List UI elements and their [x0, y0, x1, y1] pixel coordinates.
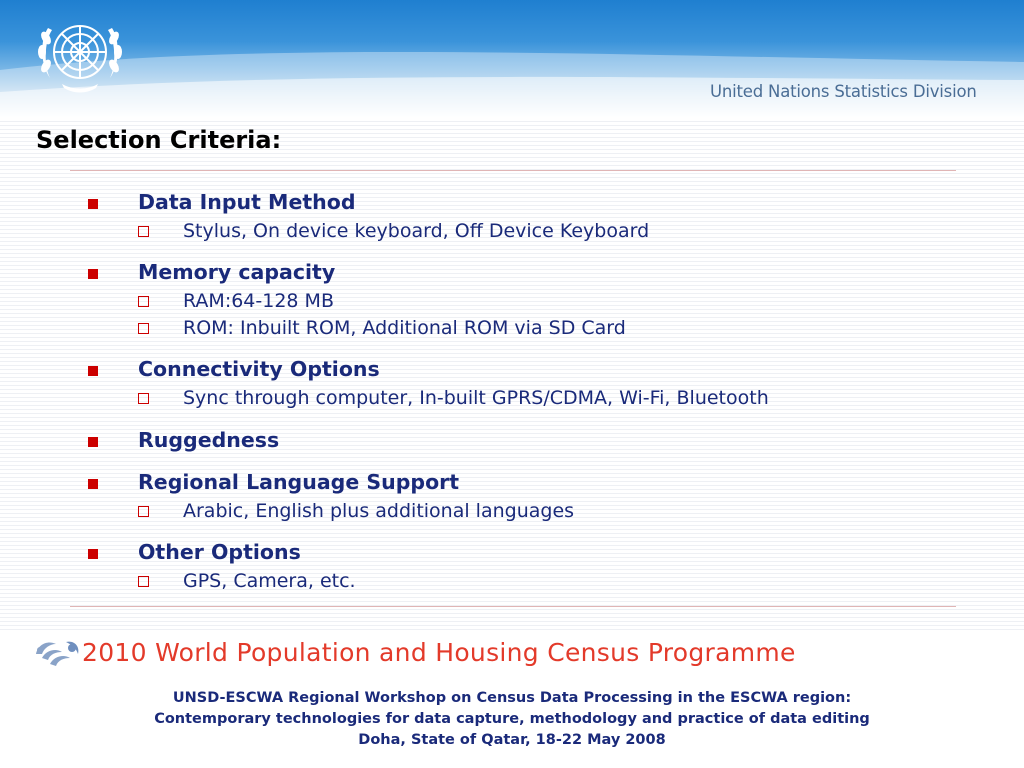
census-programme-title: 2010 World Population and Housing Census Programme [82, 638, 796, 667]
slide-title: Selection Criteria: [36, 126, 282, 154]
list-item-label: Other Options [138, 540, 301, 564]
hollow-square-bullet-icon [138, 506, 149, 517]
list-item-label: Data Input Method [138, 190, 356, 214]
hollow-square-bullet-icon [138, 323, 149, 334]
sub-list-item-label: GPS, Camera, etc. [183, 570, 356, 592]
sub-list-item-label: RAM:64-128 MB [183, 290, 334, 312]
sub-list-item-label: Arabic, English plus additional languages [183, 500, 575, 522]
sub-list-item-label: Stylus, On device keyboard, Off Device Keyboard [183, 220, 650, 242]
square-bullet-icon [88, 199, 98, 209]
hollow-square-bullet-icon [138, 576, 149, 587]
hollow-square-bullet-icon [138, 393, 149, 404]
hollow-square-bullet-icon [138, 226, 149, 237]
footer-line: UNSD-ESCWA Regional Workshop on Census Data Processing in the ESCWA region: [172, 690, 852, 706]
square-bullet-icon [88, 549, 98, 559]
list-item-label: Memory capacity [138, 260, 336, 284]
square-bullet-icon [88, 269, 98, 279]
census-programme-logo-icon [32, 636, 82, 670]
square-bullet-icon [88, 437, 98, 447]
footer-line: Doha, State of Qatar, 18-22 May 2008 [358, 732, 666, 748]
division-title: United Nations Statistics Division [710, 82, 977, 101]
square-bullet-icon [88, 366, 98, 376]
list-item-label: Connectivity Options [138, 357, 380, 381]
census-programme-banner [26, 632, 1008, 676]
sub-list-item-label: Sync through computer, In-built GPRS/CDMA, Wi-Fi, Bluetooth [183, 387, 769, 409]
list-item-label: Regional Language Support [138, 470, 460, 494]
sub-list-item-label: ROM: Inbuilt ROM, Additional ROM via SD Card [183, 317, 626, 339]
workshop-footer [0, 688, 1024, 751]
content-bottom-divider [70, 606, 956, 607]
hollow-square-bullet-icon [138, 296, 149, 307]
square-bullet-icon [88, 479, 98, 489]
list-item-label: Ruggedness [138, 428, 280, 452]
footer-line: Contemporary technologies for data capture, methodology and practice of data editing [154, 711, 870, 727]
